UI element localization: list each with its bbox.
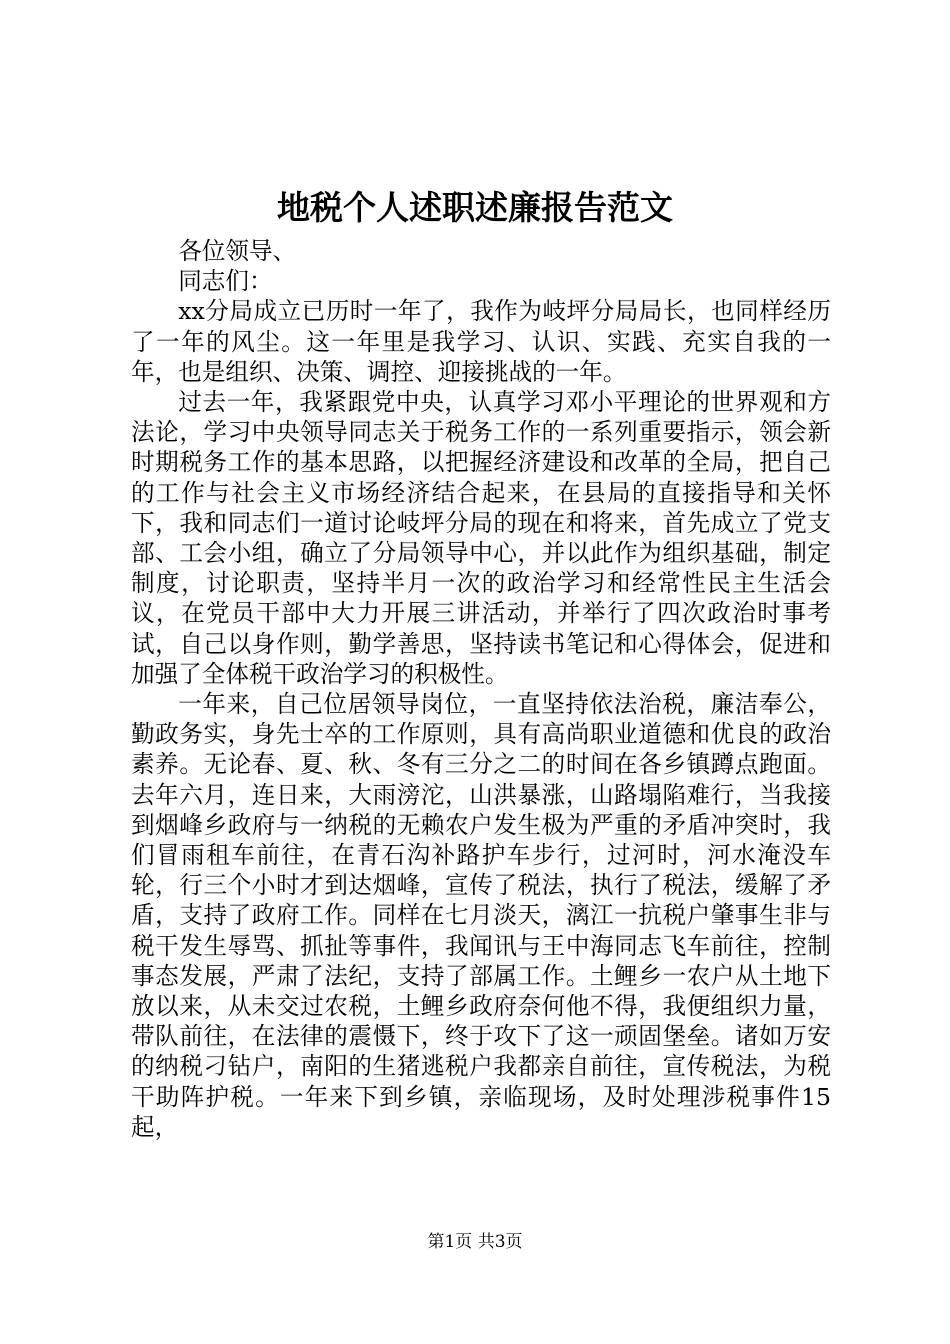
page-number-footer: 第1页 共3页	[427, 1232, 523, 1252]
document-body	[131, 236, 831, 1142]
salutation-line: 同志们：	[178, 267, 273, 296]
body-paragraph: 一年来，自己位居领导岗位，一直坚持依法治税，廉洁奉公，勤政务实，身先士卒的工作原则，具有高尚职业道德和优良的政治素养。无论春、夏、秋、冬有三分之二的时间在各乡镇蹲点跑面。去年六月，连日来，大雨滂沱，山洪暴涨，山路塌陷难行，当我接到烟峰乡政府与一纳税的无赖农户发生极为严重的矛盾冲突时，我们冒雨租车前往，在青石沟补路护车步行，过河时，河水淹没车轮，行三个小时才到达烟峰，宣传了税法，执行了税法，缓解了矛盾，支持了政府工作。同样在七月淡天，漓江一抗税户肇事生非与税干发生辱骂、抓扯等事件，我闻讯与王中海同志飞车前往，控制事态发展，严肃了法纪，支持了部属工作。土鲤乡一农户从土地下放以来，从未交过农税，土鲤乡政府奈何他不得，我便组织力量，带队前往，在法律的震慑下，终于攻下了这一顽固堡垒。诸如万安的纳税刁钻户，南阳的生猪逃税户我都亲自前往，宣传税法，为税干助阵护税。一年来下到乡镇，亲临现场，及时处理涉税事件15起，	[131, 690, 831, 1141]
salutation-line: 各位领导、	[178, 237, 297, 265]
document-title: 地税个人述职述廉报告范文	[277, 188, 673, 227]
body-paragraph: 过去一年，我紧跟党中央，认真学习邓小平理论的世界观和方法论，学习中央领导同志关于税务工作的一系列重要指示，领会新时期税务工作的基本思路，以把握经济建设和改革的全局，把自己的工作与社会主义市场经济结合起来，在县局的直接指导和关怀下，我和同志们一道讨论岐坪分局的现在和将来，首先成立了党支部、工会小组，确立了分局领导中心，并以此作为组织基础，制定制度，讨论职责，坚持半月一次的政治学习和经常性民主生活会议，在党员干部中大力开展三讲活动，并举行了四次政治时事考试，自己以身作则，勤学善思，坚持读书笔记和心得体会，促进和加强了全体税干政治学习的积极性。	[131, 388, 831, 688]
body-paragraph: xx分局成立已历时一年了，我作为岐坪分局局长，也同样经历了一年的风尘。这一年里是我学习、认识、实践、充实自我的一年，也是组织、决策、调控、迎接挑战的一年。	[131, 297, 831, 386]
